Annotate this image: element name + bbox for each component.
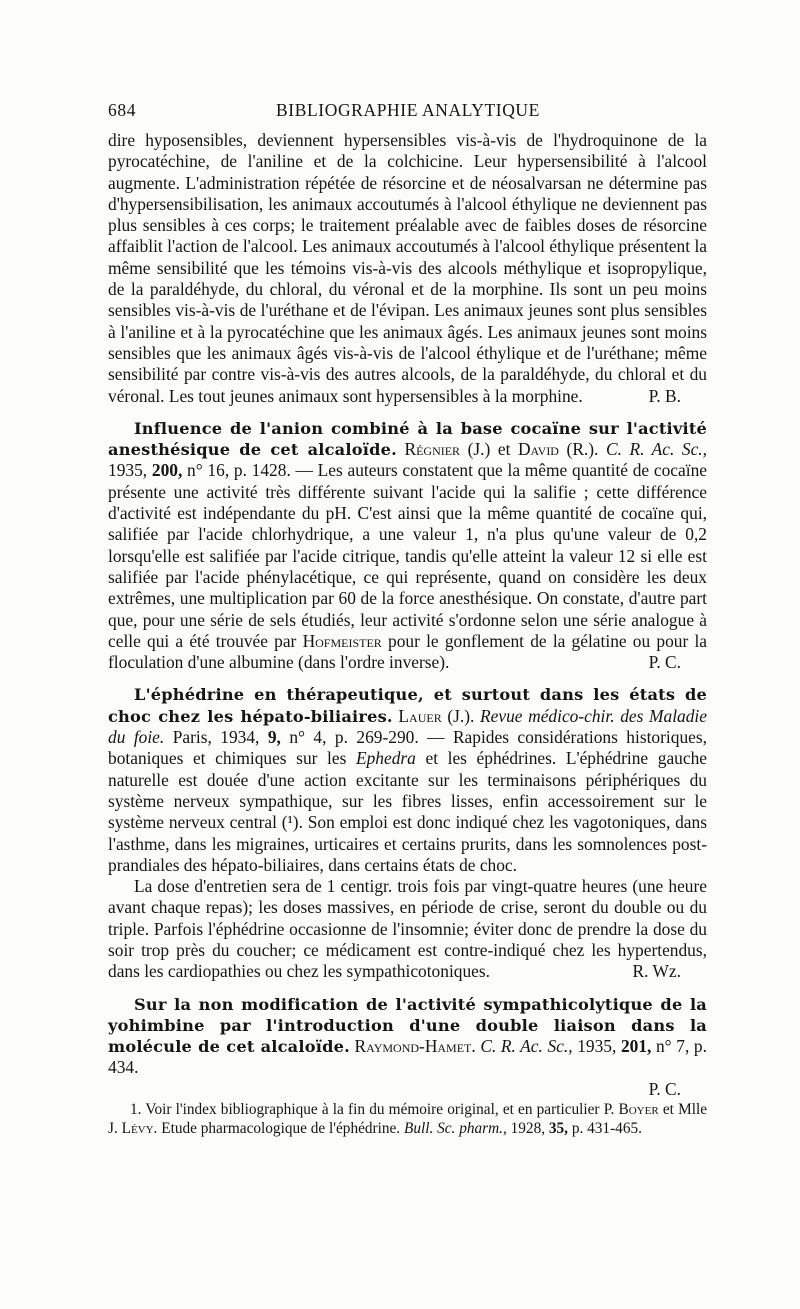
volume: 35, xyxy=(548,1120,568,1137)
page-number: 684 xyxy=(108,100,137,120)
journal-name: Revue médico-chir. des Maladie du foie. xyxy=(108,705,707,748)
abstract-signature: P. C. xyxy=(648,1078,681,1099)
place-year: Paris, 1934, xyxy=(172,727,260,748)
author-name: Régnier xyxy=(404,439,461,460)
author-name: David xyxy=(517,439,559,460)
running-title: BIBLIOGRAPHIE ANALYTIQUE xyxy=(276,100,540,120)
author-name: P. Boyer xyxy=(603,1101,659,1118)
pages: p. 431-465. xyxy=(571,1120,642,1137)
journal-name: C. R. Ac. Sc., xyxy=(605,439,707,460)
issue-pages: n° 7, p. 434. xyxy=(108,1036,707,1078)
honorific: Mlle xyxy=(678,1101,707,1118)
abstract-text: — Les auteurs constatent que la même quantité de cocaïne présente une activité très différente suivant l'acide qui la salifie ; cette différence d'activité est indépendante du pH. C'est ainsi que la même quantité de cocaïne qui, salifiée par l'acide chlorhydrique, a une valeur 1, n'a plus qu'une valeur de 0,2 lorsqu'elle est salifiée par l'acide citrique, tandis qu'elle atteint la valeur 12 si elle est salifiée par l'acide phénylacétique, ce qui représente, quand on considère les deux extrêmes, une multiplication par 60 de la force anesthésique. On constate, d'autre part que, pour une série de sels étudiés, leur activité s'ordonne selon une série analogue à celle qui a été trouvée par xyxy=(108,460,707,651)
issue-pages: n° 16, p. 1428. xyxy=(187,460,291,481)
abstract-text: — Rapides considérations historiques, botaniques et chimiques sur les xyxy=(108,727,707,769)
year: 1935, xyxy=(108,460,148,481)
bibliography-entry xyxy=(108,684,707,876)
volume: 201, xyxy=(620,1036,652,1057)
abstract-signature: R. Wz. xyxy=(632,961,681,982)
entry-title: Influence de l'anion combiné à la base cocaïne sur l'activité anesthésique de cet alcaloïde. xyxy=(108,418,707,460)
bibliography-entry xyxy=(108,418,707,674)
page-header xyxy=(108,100,708,126)
abstract-signature: P. B. xyxy=(648,385,681,406)
volume: 9, xyxy=(267,727,281,748)
continued-abstract xyxy=(108,130,707,407)
journal-name: Bull. Sc. pharm., xyxy=(403,1120,507,1137)
footnote-line: 1. Voir l'index bibliographique à la fin du mémoire original, et en particulier xyxy=(130,1101,600,1118)
abstract-signature: P. C. xyxy=(648,652,681,673)
footnote-text xyxy=(108,1100,707,1138)
year: 1928, xyxy=(510,1120,546,1137)
cited-author: Hofmeister xyxy=(302,630,382,651)
abstract-text: La dose d'entretien sera de 1 centigr. trois fois par vingt-quatre heures (une heure avant chaque repas); les doses massives, en période de crise, seront du double ou du triple. Parfois l'éphédrine occasionne de l'insomnie; éviter donc de prendre la dose du soir trop près du coucher; ce médicament est contre-indiqué chez les hypertendus, dans les cardiopathies ou chez les sympathicotoniques. xyxy=(108,876,707,982)
author-name: Lauer xyxy=(398,705,442,726)
conjunction: et xyxy=(497,439,511,460)
conjunction: et xyxy=(662,1101,674,1118)
journal-name: C. R. Ac. Sc., xyxy=(480,1036,573,1057)
author-name: J. Lévy. xyxy=(108,1120,158,1137)
volume: 200, xyxy=(151,460,183,481)
footnote-title: Etude pharmacologique de l'éphédrine. xyxy=(161,1120,401,1137)
author-initial: (J.). xyxy=(447,705,475,726)
abstract-paragraph xyxy=(108,876,707,982)
entry-title: L'éphédrine en thérapeutique, et surtout dans les états de choc chez les hépato-biliaires. xyxy=(108,685,707,726)
author-name: Raymond-Hamet. xyxy=(354,1036,476,1057)
author-initial: (R.). xyxy=(566,439,599,460)
page-body xyxy=(108,130,707,1100)
author-initial: (J.) xyxy=(467,439,491,460)
year: 1935, xyxy=(577,1036,617,1057)
footnote xyxy=(108,1100,707,1138)
abstract-text-end: pour le gonflement de la gélatine ou pour la floculation d'une albumine (dans l'ordre inverse). xyxy=(108,630,708,673)
continued-text: dire hyposensibles, deviennent hypersensibles vis-à-vis de l'hydroquinone de la pyrocatéchine, de l'aniline et de la colchicine. Leur hypersensibilité à l'alcool augmente. L'administration répétée de résorcine et de néosalvarsan ne détermine pas d'hypersensibilisation, les animaux accoutumés à l'alcool éthylique ne deviennent pas plus sensibles à ces corps; le traitement préalable avec de faibles doses de résorcine affaiblit l'action de l'alcool. Les animaux accoutumés à l'alcool éthylique présentent la même sensibilité que les témoins vis-à-vis des alcools méthylique et isopropylique, de la paraldéhyde, du chloral, du véronal et de la morphine. Ils sont un peu moins sensibles vis-à-vis de l'uréthane et de l'évipan. Les animaux jeunes sont plus sensibles à l'aniline et à la pyrocatéchine que les animaux âgés. Les animaux jeunes sont moins sensibles que les animaux âgés vis-à-vis de l'alcool éthylique et de l'uréthane; même sensibilité par contre vis-à-vis des autres alcools, de la paraldéhyde, du chloral et du véronal. Les tout jeunes animaux sont hypersensibles à la morphine. xyxy=(108,130,707,406)
abstract-text-end: et les éphédrines. L'éphédrine gauche naturelle est douée d'une action excitante sur les terminaisons périphériques du système nerveux sympathique, sur les fibres lisses, enfin accessoirement sur le système nerveux central (¹). Son emploi est donc indiqué chez les vagotoniques, dans l'asthme, dans les migraines, urticaires et certains prurits, dans les somnolences post-prandiales des hépato-biliaires, dans certains états de choc. xyxy=(108,748,707,875)
bibliography-entry xyxy=(108,994,707,1079)
genus-name: Ephedra xyxy=(355,748,416,769)
issue-pages: n° 4, p. 269-290. xyxy=(289,727,419,748)
entry-title: Sur la non modification de l'activité sympathicolytique de la yohimbine par l'introduction d'une double liaison dans la molécule de cet alcaloïde. xyxy=(108,994,707,1057)
